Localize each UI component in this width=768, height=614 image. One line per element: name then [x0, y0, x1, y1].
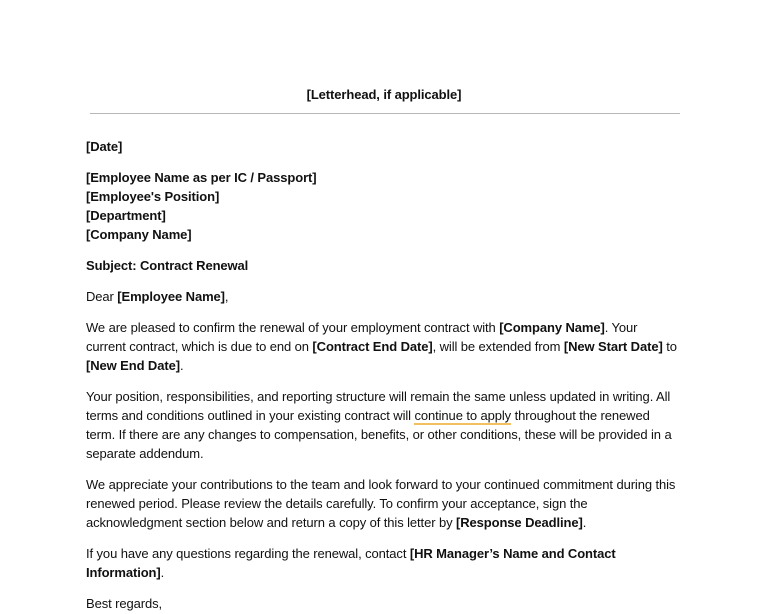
- date-placeholder: [Date]: [86, 139, 123, 154]
- text-run: to: [662, 339, 677, 354]
- text-run: , will be extended from: [432, 339, 564, 354]
- closing-line: Best regards,: [86, 596, 163, 611]
- body-paragraph-questions: [86, 544, 680, 582]
- text-run: [Company Name]: [499, 320, 605, 335]
- subject-line: Subject: Contract Renewal: [86, 258, 249, 273]
- text-run: [New End Date]: [86, 358, 180, 373]
- recipient-line: [Employee's Position]: [86, 189, 220, 204]
- text-run: [Contract End Date]: [312, 339, 433, 354]
- letterhead-text: [Letterhead, if applicable]: [306, 87, 462, 102]
- text-run: .: [179, 358, 184, 373]
- text-run: We appreciate your contributions to the team and look forward to your continued commitment during this renewed period. Please review the details carefully. To confirm your acceptance, sign the acknowledgment section below and return a copy of this letter by: [86, 477, 676, 530]
- text-run: Your position, responsibilities, and reporting structure will remain the same unless updated in writing. All terms and conditions outlined in your existing contract will: [86, 389, 671, 423]
- text-run: [New Start Date]: [563, 339, 663, 354]
- recipient-block: [86, 168, 680, 244]
- letterhead-divider-rule: [90, 113, 680, 114]
- text-run: [Response Deadline]: [456, 515, 583, 530]
- text-run: ,: [224, 289, 229, 304]
- text-run: We are pleased to confirm the renewal of your employment contract with: [86, 320, 500, 335]
- recipient-line: [Company Name]: [86, 227, 192, 242]
- text-run: If you have any questions regarding the renewal, contact: [86, 546, 410, 561]
- text-run: .: [160, 565, 165, 580]
- text-run: .: [582, 515, 587, 530]
- text-run: . Your current contract, which is due to end on: [86, 320, 638, 354]
- body-paragraph-terms: [86, 387, 680, 463]
- body-paragraph-acceptance: [86, 475, 680, 532]
- text-run: [HR Manager’s Name and Contact Information]: [86, 546, 616, 580]
- text-run: [Employee Name]: [117, 289, 225, 304]
- text-run: Dear: [86, 289, 118, 304]
- salutation: [86, 287, 680, 306]
- suggestion-underline-text[interactable]: continue to apply: [414, 408, 512, 423]
- text-run: throughout the renewed term. If there are any changes to compensation, benefits, or other conditions, these will be provided in a separate addendum.: [86, 408, 672, 461]
- recipient-line: [Employee Name as per IC / Passport]: [86, 170, 317, 185]
- body-paragraph-renewal-confirmation: [86, 318, 680, 375]
- recipient-line: [Department]: [86, 208, 166, 223]
